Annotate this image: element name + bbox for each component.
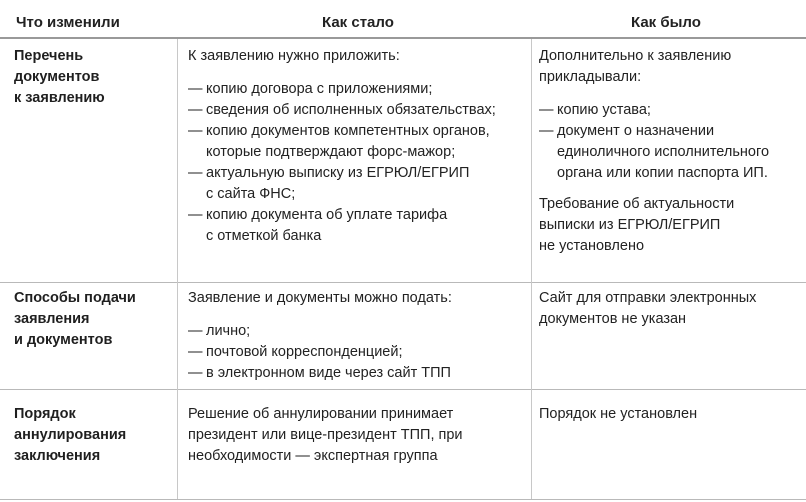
list-item: — копию договора с приложениями; xyxy=(188,79,528,100)
before-cell: Порядок не установлен xyxy=(539,406,698,422)
row-title xyxy=(14,288,170,351)
list-item: — сведения об исполненных обязательствах; xyxy=(188,100,528,121)
now-cell xyxy=(188,288,528,384)
before-cell xyxy=(539,46,801,257)
header-how-before: Как было xyxy=(631,14,701,31)
now-cell xyxy=(188,46,528,247)
list-item: — копию устава; xyxy=(539,100,801,121)
row-title-line: Способы подачи xyxy=(14,290,136,306)
row-title xyxy=(14,404,170,467)
list-item: — копию документа об уплате тарифа с отметкой банка xyxy=(188,205,528,247)
row-title-line: Перечень xyxy=(14,48,84,64)
header-divider xyxy=(0,37,806,39)
now-list xyxy=(188,321,528,384)
table-header xyxy=(0,0,806,38)
before-note: Требование об актуальности выписки из ЕГРЮЛ/ЕГРИП не установлено xyxy=(539,196,735,254)
list-item: — документ о назначении единоличного исполнительного органа или копии паспорта ИП. xyxy=(539,121,801,184)
row-divider xyxy=(0,389,806,390)
before-list xyxy=(539,100,801,184)
now-intro: Заявление и документы можно подать: xyxy=(188,290,452,306)
list-item: — почтовой корреспонденцией; xyxy=(188,342,528,363)
column-divider xyxy=(177,39,178,499)
row-divider xyxy=(0,282,806,283)
row-title-line: Порядок xyxy=(14,406,76,422)
list-item: — актуальную выписку из ЕГРЮЛ/ЕГРИП с сайта ФНС; xyxy=(188,163,528,205)
row-divider xyxy=(0,499,806,500)
before-intro-line: прикладывали: xyxy=(539,69,642,85)
column-divider xyxy=(531,39,532,499)
now-list xyxy=(188,79,528,247)
row-title-line: и документов xyxy=(14,332,113,348)
list-item: — лично; xyxy=(188,321,528,342)
before-intro-line: Дополнительно к заявлению xyxy=(539,48,732,64)
row-title xyxy=(14,46,170,109)
now-intro: К заявлению нужно приложить: xyxy=(188,48,400,64)
row-title-line: документов xyxy=(14,69,100,85)
row-title-line: к заявлению xyxy=(14,90,105,106)
now-cell: Решение об аннулировании принимает президент или вице-президент ТПП, при необходимости — экспертная группа xyxy=(188,406,463,464)
header-what-changed: Что изменили xyxy=(16,14,120,31)
row-title-line: заключения xyxy=(14,448,101,464)
list-item: — копию документов компетентных органов, которые подтверждают форс-мажор; xyxy=(188,121,528,163)
header-how-now: Как стало xyxy=(322,14,394,31)
list-item: — в электронном виде через сайт ТПП xyxy=(188,363,528,384)
before-cell: Сайт для отправки электронных документов не указан xyxy=(539,290,757,327)
row-title-line: аннулирования xyxy=(14,427,127,443)
row-title-line: заявления xyxy=(14,311,90,327)
